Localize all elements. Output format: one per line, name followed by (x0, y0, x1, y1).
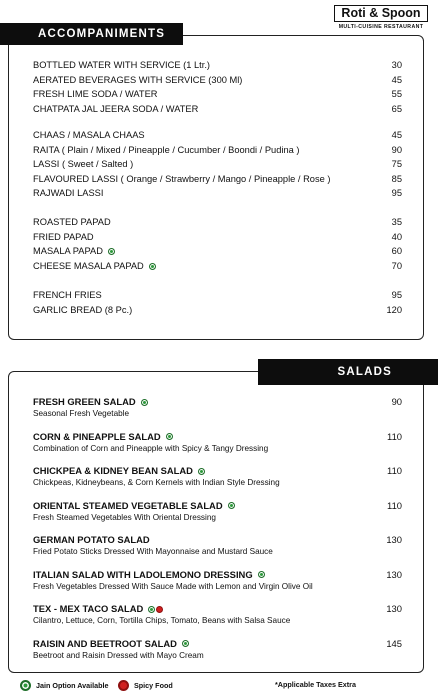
salad-item (33, 500, 402, 523)
menu-item (8, 157, 424, 172)
menu-item (8, 172, 424, 187)
menu-item (8, 73, 424, 88)
item-name: FRIED PAPAD (33, 231, 94, 242)
item-name: ROASTED PAPAD (33, 217, 111, 227)
item-name: CHAAS / MASALA CHAAS (33, 130, 145, 140)
salad-description: Beetroot and Raisin Dressed with Mayo Cream (33, 650, 204, 660)
menu-group (8, 215, 424, 273)
salad-description: Combination of Corn and Pineapple with Spicy & Tangy Dressing (33, 443, 269, 453)
item-price: 70 (391, 260, 402, 271)
salad-item (33, 569, 402, 592)
salad-price: 130 (386, 534, 402, 545)
item-price: 40 (391, 231, 402, 242)
salad-name: TEX - MEX TACO SALAD (33, 603, 144, 614)
salad-title-row (33, 534, 402, 546)
item-name: MASALA PAPAD (33, 246, 103, 257)
salad-item (33, 396, 402, 419)
salad-title-row (33, 569, 402, 581)
brand-logo (327, 4, 435, 30)
item-price: 75 (391, 159, 402, 170)
salad-title-row (33, 431, 402, 443)
item-name: LASSI ( Sweet / Salted ) (33, 159, 134, 170)
jain-legend (20, 680, 109, 691)
jain-veg-icon (108, 248, 115, 255)
menu-item (8, 244, 424, 259)
menu-group (8, 58, 424, 116)
salad-name: FRESH GREEN SALAD (33, 396, 136, 407)
item-price: 45 (391, 74, 402, 85)
salad-price: 145 (386, 637, 402, 649)
salad-price: 110 (387, 499, 402, 511)
menu-item (8, 58, 424, 73)
jain-veg-icon (141, 399, 148, 406)
taxes-note: *Applicable Taxes Extra (275, 680, 356, 689)
item-price: 55 (391, 89, 402, 100)
salad-item (33, 534, 402, 557)
item-name: AERATED BEVERAGES WITH SERVICE (300 Ml) (33, 74, 243, 85)
chili-icon (118, 680, 129, 691)
item-name: FLAVOURED LASSI ( Orange / Strawberry / Mango / Pineapple / Rose ) (33, 173, 331, 184)
brand-tagline: MULTI-CUISINE RESTAURANT (338, 24, 424, 30)
jain-veg-icon (149, 263, 156, 270)
item-name: FRESH LIME SODA / WATER (33, 89, 158, 100)
menu-item (8, 87, 424, 102)
menu-group (8, 288, 424, 317)
item-name: CHEESE MASALA PAPAD (33, 260, 144, 271)
item-name: RAITA ( Plain / Mixed / Pineapple / Cucumber / Boondi / Pudina ) (33, 144, 300, 155)
salad-price: 130 (386, 568, 402, 580)
jain-veg-icon (166, 433, 173, 440)
jain-veg-icon (182, 640, 189, 647)
salad-item (33, 638, 402, 661)
salads-heading: SALADS (258, 359, 438, 385)
item-name: RAJWADI LASSI (33, 188, 104, 199)
menu-item (8, 303, 424, 318)
salad-name: ITALIAN SALAD WITH LADOLEMONO DRESSING (33, 568, 253, 580)
salad-description: Cilantro, Lettuce, Corn, Tortilla Chips, Tomato, Beans with Salsa Sauce (33, 616, 291, 625)
salad-description: Fresh Steamed Vegetables With Oriental Dressing (33, 512, 216, 522)
item-price: 65 (391, 103, 402, 114)
salad-title-row (33, 396, 402, 408)
salad-description: Seasonal Fresh Vegetable (33, 409, 130, 418)
jain-veg-icon (198, 468, 205, 475)
menu-item (8, 128, 424, 143)
accompaniments-heading: ACCOMPANIMENTS (0, 23, 183, 45)
item-name: GARLIC BREAD (8 Pc.) (33, 304, 133, 315)
salad-title-row (33, 603, 402, 615)
item-price: 30 (391, 60, 402, 70)
item-price: 45 (391, 130, 402, 140)
salad-item (33, 431, 402, 454)
menu-item (8, 230, 424, 245)
salad-price: 130 (386, 603, 402, 614)
menu-item (8, 102, 424, 117)
salad-name: CORN & PINEAPPLE SALAD (33, 430, 161, 442)
salad-name: RAISIN AND BEETROOT SALAD (33, 637, 177, 649)
jain-veg-icon (228, 502, 235, 509)
item-price: 95 (391, 290, 402, 300)
salad-name: ORIENTAL STEAMED VEGETABLE SALAD (33, 499, 223, 511)
menu-item (8, 259, 424, 274)
salad-price: 90 (391, 396, 402, 407)
item-name: BOTTLED WATER WITH SERVICE (1 Ltr.) (33, 60, 211, 70)
menu-item (8, 143, 424, 158)
brand-name: Roti & Spoon (334, 5, 427, 22)
chili-icon (156, 606, 163, 613)
salad-title-row (33, 465, 402, 477)
jain-veg-icon (258, 571, 265, 578)
salad-title-row (33, 500, 402, 512)
item-price: 85 (391, 173, 402, 184)
jain-veg-icon (148, 606, 155, 613)
menu-item (8, 186, 424, 201)
item-price: 60 (391, 246, 402, 257)
salad-name: GERMAN POTATO SALAD (33, 534, 150, 545)
menu-group (8, 128, 424, 201)
spicy-legend-label: Spicy Food (134, 681, 173, 690)
jain-veg-icon (20, 680, 31, 691)
salad-description: Fried Potato Sticks Dressed With Mayonnaise and Mustard Sauce (33, 547, 273, 556)
item-name: CHATPATA JAL JEERA SODA / WATER (33, 103, 199, 114)
salad-price: 110 (387, 465, 402, 476)
jain-legend-label: Jain Option Available (36, 681, 109, 690)
salad-item (33, 465, 402, 488)
item-price: 95 (391, 188, 402, 199)
item-price: 90 (391, 144, 402, 155)
item-price: 35 (391, 217, 402, 227)
menu-item (8, 288, 424, 303)
menu-item (8, 215, 424, 230)
salad-item (33, 603, 402, 626)
salad-description: Fresh Vegetables Dressed With Sauce Made with Lemon and Virgin Olive Oil (33, 581, 313, 591)
item-name: FRENCH FRIES (33, 290, 102, 300)
salad-price: 110 (387, 430, 402, 442)
spicy-legend (118, 680, 173, 691)
salad-name: CHICKPEA & KIDNEY BEAN SALAD (33, 465, 193, 476)
salad-title-row (33, 638, 402, 650)
item-price: 120 (386, 304, 402, 315)
salad-description: Chickpeas, Kidneybeans, & Corn Kernels with Indian Style Dressing (33, 478, 280, 487)
